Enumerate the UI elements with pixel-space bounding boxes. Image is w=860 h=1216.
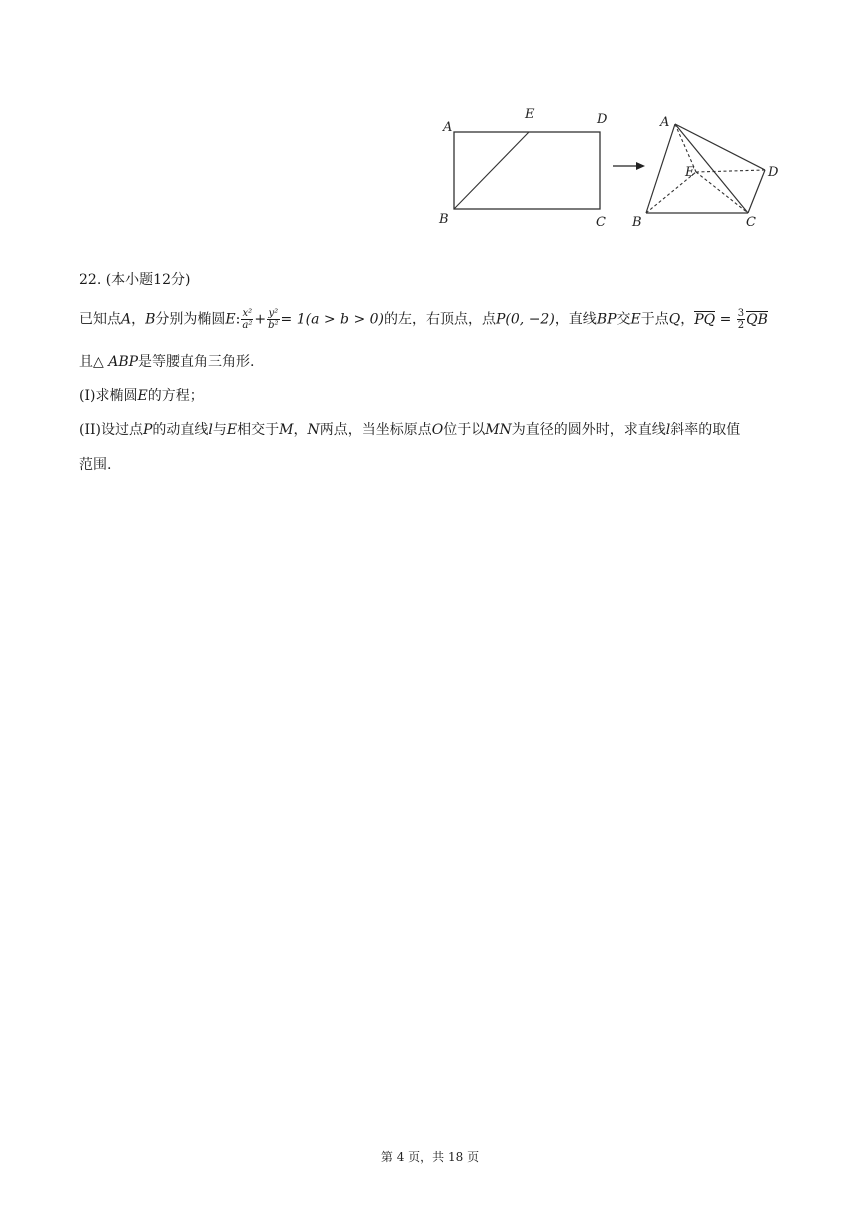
denominator: b² [268,320,279,331]
ellipse-e: E [137,388,148,404]
edge-cd [748,170,765,213]
fraction-x2-a2 [241,308,253,331]
label-right-b: B [632,215,642,230]
rectangle-abcd [454,132,600,209]
line-l: l [665,422,671,438]
text: 的左，右顶点，点 [384,311,497,328]
point-a: A [121,311,132,328]
segment-be [454,132,529,209]
point-n: N [307,422,320,438]
text: (II)设过点 [79,422,143,438]
point-p: P [142,422,153,438]
rectangle-to-pyramid-diagram [430,100,800,240]
line-bp: BP [596,311,617,328]
label-left-a: A [443,120,453,135]
label-left-e: E [525,107,535,122]
text: 为直径的圆外时，求直线 [511,422,666,438]
numerator: 3 [737,308,745,319]
text: 与 [212,422,227,438]
label-left-d: D [597,112,608,127]
edge-ec-hidden [696,172,748,213]
ellipse-e: E [225,311,236,328]
text: 相交于 [237,422,280,438]
triangle-abp: ABP [108,354,139,370]
line-l: l [208,422,213,438]
label-left-c: C [596,215,606,230]
origin-o: O [431,422,444,438]
numerator: x² [242,308,253,319]
denominator: 2 [737,320,745,331]
text: 是等腰直角三角形. [138,354,255,370]
part-two-line-1 [79,420,740,440]
text: 位于以 [443,422,486,438]
part-two-line-2: 范围. [79,457,112,473]
text: 的动直线 [152,422,209,438]
fraction-y2-b2 [267,308,279,331]
problem-heading: 22. (本小题12分) [79,272,191,288]
plus-sign: + [254,311,267,328]
vector-pq: PQ [694,311,716,328]
text: ， [131,311,146,328]
problem-statement-line-2 [79,352,255,372]
ellipse-e: E [630,311,641,328]
text: 分别为椭圆 [155,311,226,328]
text: ，直线 [554,311,597,328]
page-footer: 第 4 页，共 18 页 [380,1150,480,1164]
label-left-b: B [439,212,449,227]
label-right-c: C [746,215,756,230]
edge-ad [675,124,765,170]
problem-statement-line-1 [79,308,768,331]
numerator: y² [268,308,279,319]
vector-qb: QB [746,311,768,328]
point-p: P(0, −2) [496,311,555,328]
text: 于点 [640,311,669,328]
text: 且△ [79,354,109,370]
label-right-a: A [660,115,670,130]
ellipse-e: E [226,422,238,438]
text: (I)求椭圆 [79,388,138,404]
fraction-three-halves [737,308,745,331]
label-right-e: E [685,165,695,180]
ellipse-condition: = 1(a > b > 0) [280,311,385,328]
denominator: a² [242,320,253,331]
text: ， [293,422,308,438]
text: ， [680,311,695,328]
point-b: B [145,311,156,328]
point-m: M [279,422,294,438]
edge-ed-hidden [696,170,765,172]
arrow-head-icon [636,162,645,170]
text: 的方程； [147,388,204,404]
text: 两点，当坐标原点 [319,422,432,438]
equals-sign: = [715,311,736,328]
segment-mn: MN [485,422,512,438]
text: 已知点 [79,311,121,328]
text: 斜率的取值 [670,422,741,438]
label-right-d: D [768,165,779,180]
text: 交 [616,311,631,328]
geometry-figure [430,100,800,240]
edge-ab [646,124,675,213]
point-q: Q [668,311,681,328]
part-one [79,386,204,406]
colon: : [235,311,241,328]
